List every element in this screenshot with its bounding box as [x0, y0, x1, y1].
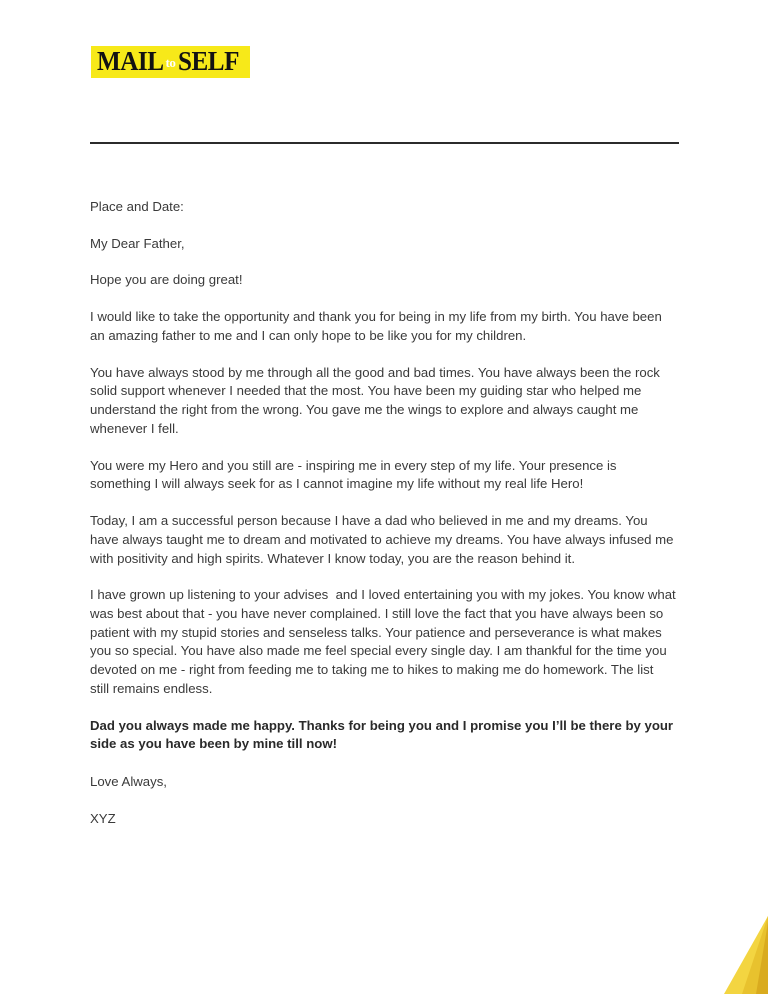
place-and-date: Place and Date:	[90, 199, 184, 214]
signature: XYZ	[90, 810, 116, 826]
closing-statement: Dad you always made me happy. Thanks for being you and I promise you I’ll be there by your side as you have been by mine till now!	[90, 717, 677, 752]
site-logo	[91, 46, 250, 78]
sign-off: Love Always,	[90, 774, 167, 790]
greeting: Hope you are doing great!	[90, 272, 243, 288]
logo-text-self: SELF	[178, 46, 240, 76]
logo-text-to: to	[165, 55, 176, 70]
paragraph: Today, I am a successful person because I have a dad who believed in me and my dreams. You have always taught me to dream and motivated to achieve my dreams. You have always infused me with positivity and high spirits. Whatever I know today, you are the reason behind it.	[90, 513, 678, 566]
header-divider	[90, 142, 679, 144]
salutation: My Dear Father,	[90, 235, 185, 251]
paragraph: You were my Hero and you still are - inspiring me in every step of my life. Your presence is something I will always seek for as I cannot imagine my life without my real life Hero!	[90, 457, 621, 492]
logo-text-mail: MAIL	[97, 46, 164, 76]
yellow-corner-triangle-icon	[694, 902, 768, 994]
paragraph: I would like to take the opportunity and thank you for being in my life from my birth. You have been an amazing father to me and I can only hope to be like you for my children.	[90, 309, 666, 343]
paragraph: You have always stood by me through all the good and bad times. You have always been the rock solid support whenever I needed that the most. You have been my guiding star who helped me understand the right from the wrong. You gave me the wings to explore and always caught me whenever I fell.	[90, 364, 664, 436]
paragraph: I have grown up listening to your advises and I loved entertaining you with my jokes. You know what was best about that - you have never complained. I still love the fact that you have always been so patient with my stupid stories and senseless talks. Your patience and perseverance is what makes you so special. You have also made me feel special every single day. I am thankful for the time you devoted on me - right from feeding me to taking me to hikes to making me do homework. The list still remains endless.	[90, 587, 680, 696]
logo-highlight-badge	[91, 46, 250, 78]
letter-body	[90, 198, 680, 829]
